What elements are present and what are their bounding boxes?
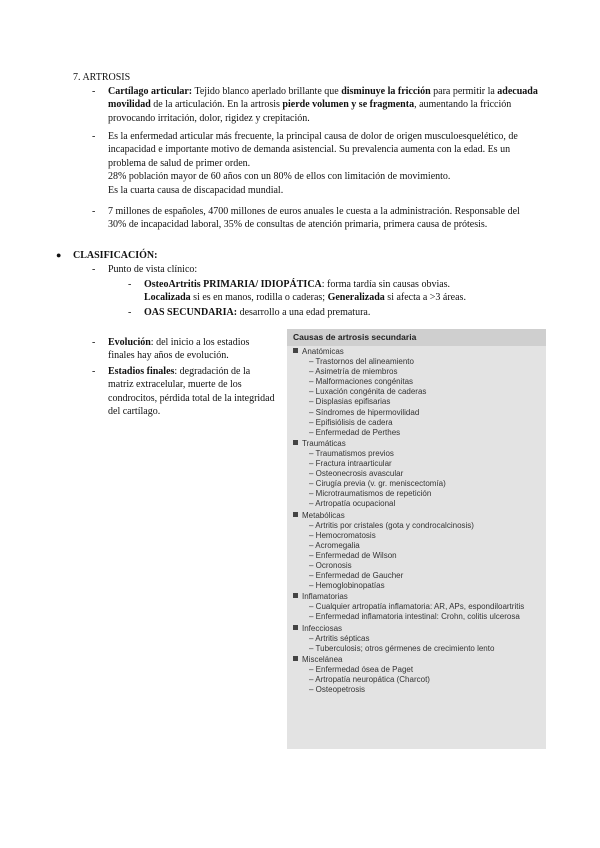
category-name: Miscelánea	[302, 654, 343, 664]
table-item	[309, 581, 546, 591]
table-item	[309, 551, 546, 561]
item-dash: –	[309, 550, 316, 560]
table-item	[309, 387, 546, 397]
category-items	[287, 665, 546, 695]
table-item	[309, 367, 546, 377]
category-items	[287, 602, 546, 622]
item-dash: –	[309, 612, 316, 622]
item-text: Artritis sépticas	[315, 633, 370, 643]
item-text: Enfermedad de Perthes	[315, 427, 401, 437]
list-item	[128, 306, 528, 319]
table-item	[309, 469, 546, 479]
list-item	[92, 85, 540, 125]
dash-marker: -	[92, 264, 96, 275]
category-items	[287, 521, 546, 592]
table-category	[287, 624, 546, 634]
evolution-text: Evolución: del inicio a los estadios finales hay años de evolución.	[108, 337, 250, 362]
item-text: Síndromes de hipermovilidad	[315, 407, 420, 417]
item-text: Cirugía previa (v. gr. meniscectomía)	[315, 479, 446, 489]
square-bullet-icon	[293, 512, 298, 517]
item-dash: –	[309, 469, 316, 479]
item-text: Traumatismos previos	[315, 448, 394, 458]
category-items	[287, 449, 546, 510]
table-item	[309, 602, 546, 612]
table-item	[309, 531, 546, 541]
item-text: Trastornos del alineamiento	[315, 357, 414, 367]
table-item	[309, 612, 546, 622]
category-items	[287, 357, 546, 438]
item-dash: –	[309, 520, 316, 530]
section-heading: 7. ARTROSIS	[73, 72, 131, 83]
item-text: Displasias epifisarias	[315, 397, 391, 407]
item-dash: –	[309, 427, 316, 437]
secondary-oa: OAS SECUNDARIA: desarrollo a una edad prematura.	[144, 307, 371, 318]
table-title: Causas de artrosis secundaria	[287, 329, 546, 346]
item-dash: –	[309, 540, 316, 550]
category-name: Traumáticas	[302, 438, 346, 448]
item-text: Luxación congénita de caderas	[315, 387, 427, 397]
item-text: Enfermedad inflamatoria intestinal: Crohn, colitis ulcerosa	[315, 612, 520, 622]
table-item	[309, 408, 546, 418]
cartilage-paragraph: Cartílago articular: Tejido blanco aperlado brillante que disminuye la fricción para permitir la adecuada movilidad de la articulación. En la artrosis pierde volumen y se fragmenta, aumentando la fricción provocando irritación, dolor, rigidez y crepitación.	[108, 86, 538, 124]
item-text: Tuberculosis; otros gérmenes de crecimiento lento	[315, 643, 495, 653]
prevalence-paragraph: Es la enfermedad articular más frecuente, la principal causa de dolor de origen musculoesquelético, de incapacidad e importante motivo de demanda asistencial. Su prevalencia aumenta con la edad. Es un problema de salud de primer orden. 28% población mayor de 60 años con un 80% de ellos con limitación de movimiento. Es la cuarta causa de discapacidad mundial.	[108, 131, 518, 196]
category-items	[287, 634, 546, 654]
item-dash: –	[309, 377, 316, 387]
table-item	[309, 644, 546, 654]
square-bullet-icon	[293, 625, 298, 630]
item-dash: –	[309, 633, 316, 643]
item-text: Osteopetrosis	[315, 685, 366, 695]
dash-marker: -	[92, 131, 96, 142]
bullet-marker: ●	[56, 250, 62, 260]
square-bullet-icon	[293, 656, 298, 661]
table-item	[309, 377, 546, 387]
dash-marker: -	[92, 337, 96, 348]
square-bullet-icon	[293, 348, 298, 353]
item-text: Microtraumatismos de repetición	[315, 489, 432, 499]
table-item	[309, 479, 546, 489]
table-item	[309, 428, 546, 438]
list-item	[128, 278, 528, 305]
table-item	[309, 418, 546, 428]
item-dash: –	[309, 675, 316, 684]
category-name: Anatómicas	[302, 347, 344, 356]
clinical-viewpoint: Punto de vista clínico:	[108, 264, 198, 275]
item-dash: –	[309, 499, 316, 509]
square-bullet-icon	[293, 593, 298, 598]
table-item	[309, 521, 546, 531]
item-text: Malformaciones congénitas	[315, 377, 414, 387]
table-item	[309, 449, 546, 459]
table-item	[309, 685, 546, 695]
item-dash: –	[309, 407, 316, 417]
item-text: Epifisiólisis de cadera	[315, 417, 393, 427]
item-dash: –	[309, 459, 316, 469]
item-dash: –	[309, 357, 316, 367]
table-item	[309, 571, 546, 581]
list-item	[92, 263, 197, 276]
table-category	[287, 347, 546, 357]
table-item	[309, 499, 546, 509]
dash-marker: -	[128, 279, 132, 290]
item-dash: –	[309, 602, 316, 612]
item-text: Enfermedad ósea de Paget	[315, 664, 414, 674]
final-stages-text: Estadios finales: degradación de la matriz extracelular, muerte de los condrocitos, pérdida total de la integridad del cartílago.	[108, 366, 275, 418]
item-dash: –	[309, 685, 316, 695]
dash-marker: -	[92, 86, 96, 97]
classification-heading: ● CLASIFICACIÓN:	[56, 250, 158, 261]
table-item	[309, 459, 546, 469]
item-text: Hemoglobinopatías	[315, 581, 385, 591]
dash-marker: -	[92, 206, 96, 217]
item-text: Hemocromatosis	[315, 530, 376, 540]
item-text: Cualquier artropatía inflamatoria: AR, APs, espondiloartritis	[315, 602, 525, 612]
table-item	[309, 634, 546, 644]
item-text: Acromegalia	[315, 540, 360, 550]
item-dash: –	[309, 448, 316, 458]
item-dash: –	[309, 560, 316, 570]
item-dash: –	[309, 397, 316, 407]
table-category	[287, 511, 546, 521]
item-text: Artropatía ocupacional	[315, 499, 396, 509]
item-text: Osteonecrosis avascular	[315, 469, 404, 479]
dash-marker: -	[92, 366, 96, 377]
table-item	[309, 397, 546, 407]
item-dash: –	[309, 479, 316, 489]
item-dash: –	[309, 367, 316, 377]
list-item	[92, 205, 540, 232]
list-item	[92, 336, 277, 363]
item-dash: –	[309, 571, 316, 581]
table-category	[287, 655, 546, 665]
category-name: Inflamatorias	[302, 592, 348, 602]
table-item	[309, 489, 546, 499]
dash-marker: -	[128, 307, 132, 318]
category-name: Metabólicas	[302, 510, 345, 520]
table-item	[309, 665, 546, 675]
item-dash: –	[309, 417, 316, 427]
secondary-causes-table	[287, 329, 546, 749]
category-name: Infecciosas	[302, 623, 343, 633]
table-item	[309, 675, 546, 685]
table-item	[309, 357, 546, 367]
item-text: Asimetría de miembros	[315, 367, 398, 377]
item-dash: –	[309, 489, 316, 499]
item-dash: –	[309, 643, 316, 653]
item-text: Artropatía neuropática (Charcot)	[315, 675, 430, 684]
table-category	[287, 439, 546, 449]
item-dash: –	[309, 664, 316, 674]
primary-oa: OsteoArtritis PRIMARIA/ IDIOPÁTICA: forma tardía sin causas obvias. Localizada si es en manos, rodilla o caderas; Generalizada si afecta a >3 áreas.	[144, 279, 466, 304]
list-item	[92, 365, 277, 419]
table-category	[287, 592, 546, 602]
item-text: Fractura intraarticular	[315, 459, 392, 469]
item-text: Enfermedad de Gaucher	[315, 571, 404, 581]
table-item	[309, 541, 546, 551]
table-item	[309, 561, 546, 571]
item-text: Ocronosis	[315, 560, 352, 570]
item-text: Artritis por cristales (gota y condrocalcinosis)	[315, 520, 474, 530]
square-bullet-icon	[293, 440, 298, 445]
list-item	[92, 130, 540, 197]
item-dash: –	[309, 530, 316, 540]
item-dash: –	[309, 581, 316, 591]
cost-paragraph: 7 millones de españoles, 4700 millones de euros anuales le cuesta a la administración. Responsable del 30% de incapacidad laboral, 35% de consultas de atención primaria, primera causa de prótesis.	[108, 206, 520, 231]
item-dash: –	[309, 387, 316, 397]
item-text: Enfermedad de Wilson	[315, 550, 397, 560]
